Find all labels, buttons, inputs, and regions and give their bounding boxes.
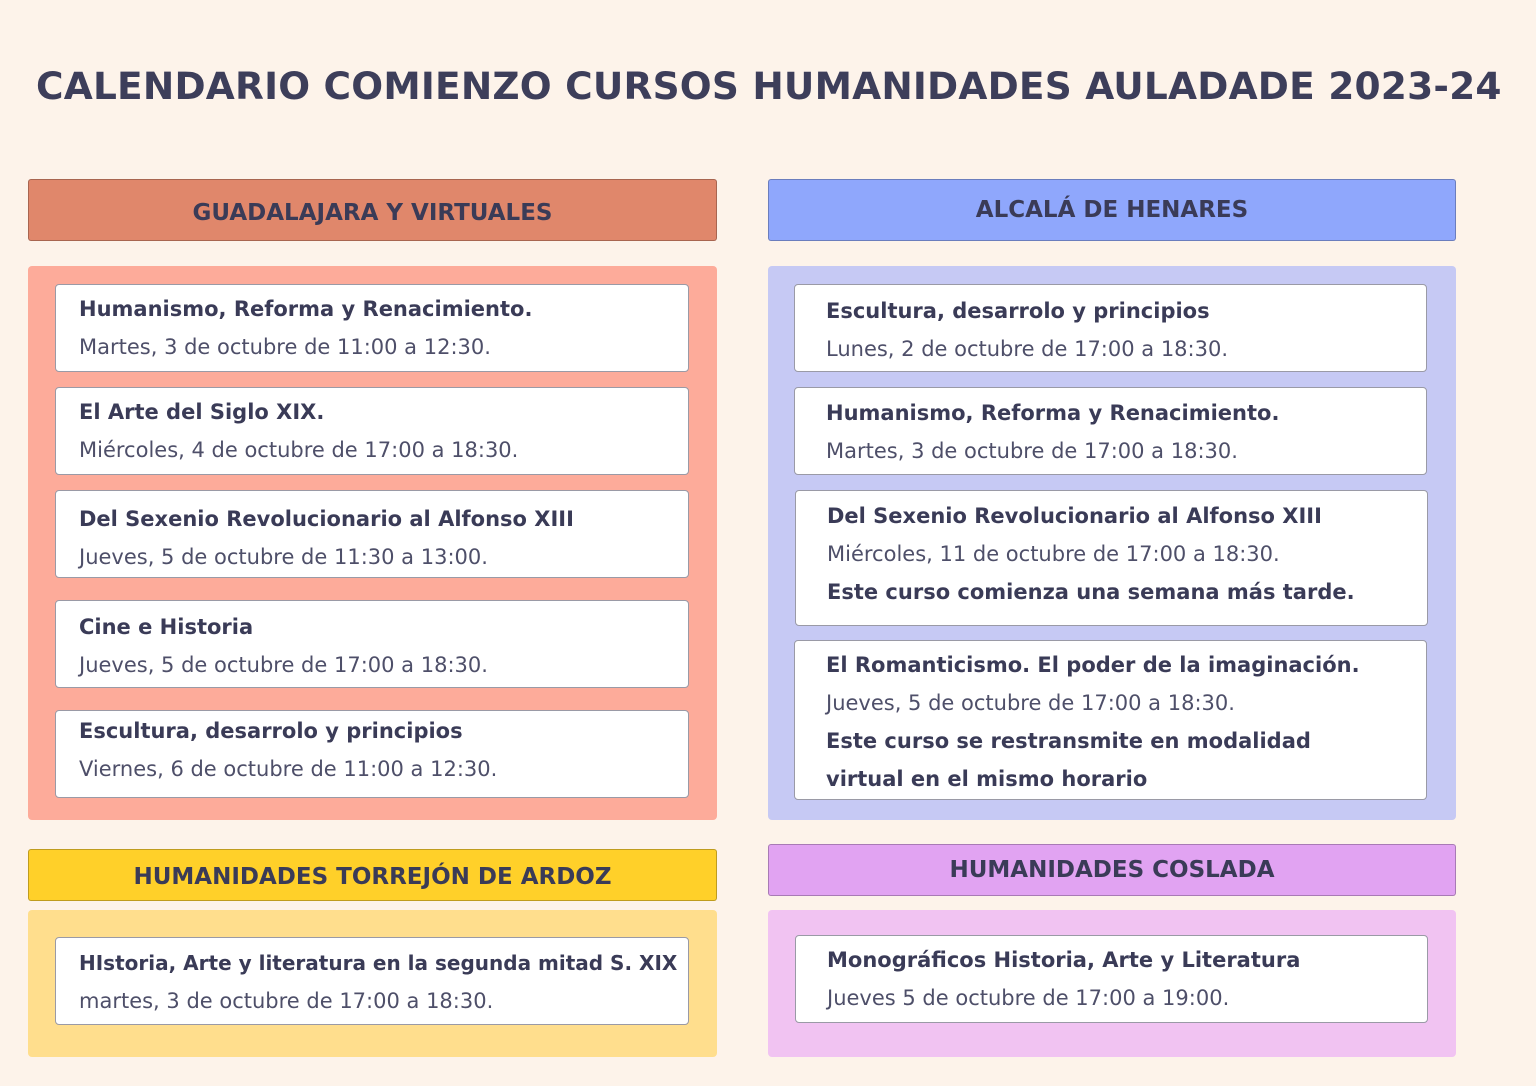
course-name: Del Sexenio Revolucionario al Alfonso XIII xyxy=(827,504,1322,528)
course-date: Lunes, 2 de octubre de 17:00 a 18:30. xyxy=(826,337,1229,361)
course-card xyxy=(794,640,1427,800)
course-name: Escultura, desarrolo y principios xyxy=(826,299,1210,323)
course-card xyxy=(55,284,689,372)
section-header-coslada: HUMANIDADES COSLADA xyxy=(768,844,1456,896)
course-name: Humanismo, Reforma y Renacimiento. xyxy=(79,297,533,321)
page-title: CALENDARIO COMIENZO CURSOS HUMANIDADES AULADADE 2023-24 xyxy=(36,64,1502,108)
course-note: Este curso se restransmite en modalidad xyxy=(826,729,1311,753)
course-name: Del Sexenio Revolucionario al Alfonso XIII xyxy=(79,507,574,531)
section-header-guadalajara: GUADALAJARA Y VIRTUALES xyxy=(28,179,717,241)
course-card xyxy=(55,710,689,798)
course-date: Jueves, 5 de octubre de 11:30 a 13:00. xyxy=(79,545,488,569)
course-card xyxy=(55,490,689,578)
course-date: Martes, 3 de octubre de 17:00 a 18:30. xyxy=(826,439,1238,463)
section-header-alcala: ALCALÁ DE HENARES xyxy=(768,179,1456,241)
course-date: martes, 3 de octubre de 17:00 a 18:30. xyxy=(79,989,494,1013)
course-name: Cine e Historia xyxy=(79,615,254,639)
course-date: Viernes, 6 de octubre de 11:00 a 12:30. xyxy=(79,757,498,781)
course-name: Monográficos Historia, Arte y Literatura xyxy=(827,948,1301,972)
course-card xyxy=(794,284,1427,372)
course-name: El Arte del Siglo XIX. xyxy=(79,400,325,424)
section-header-torrejon: HUMANIDADES TORREJÓN DE ARDOZ xyxy=(28,849,717,901)
course-card xyxy=(55,937,689,1025)
course-note: virtual en el mismo horario xyxy=(826,767,1148,791)
course-card xyxy=(794,387,1427,475)
course-date: Jueves, 5 de octubre de 17:00 a 18:30. xyxy=(826,691,1235,715)
course-date: Miércoles, 11 de octubre de 17:00 a 18:30. xyxy=(827,542,1280,566)
course-date: Jueves, 5 de octubre de 17:00 a 18:30. xyxy=(79,653,488,677)
course-date: Jueves 5 de octubre de 17:00 a 19:00. xyxy=(827,986,1230,1010)
course-card xyxy=(55,600,689,688)
course-card xyxy=(795,935,1428,1023)
course-name: Escultura, desarrolo y principios xyxy=(79,719,463,743)
course-card xyxy=(795,490,1428,626)
course-date: Martes, 3 de octubre de 11:00 a 12:30. xyxy=(79,335,491,359)
course-name: Humanismo, Reforma y Renacimiento. xyxy=(826,401,1280,425)
course-card xyxy=(55,387,689,475)
course-name: HIstoria, Arte y literatura en la segunda mitad S. XIX xyxy=(79,951,678,975)
course-note: Este curso comienza una semana más tarde. xyxy=(827,580,1355,604)
course-name: El Romanticismo. El poder de la imaginación. xyxy=(826,653,1360,677)
course-date: Miércoles, 4 de octubre de 17:00 a 18:30. xyxy=(79,438,519,462)
